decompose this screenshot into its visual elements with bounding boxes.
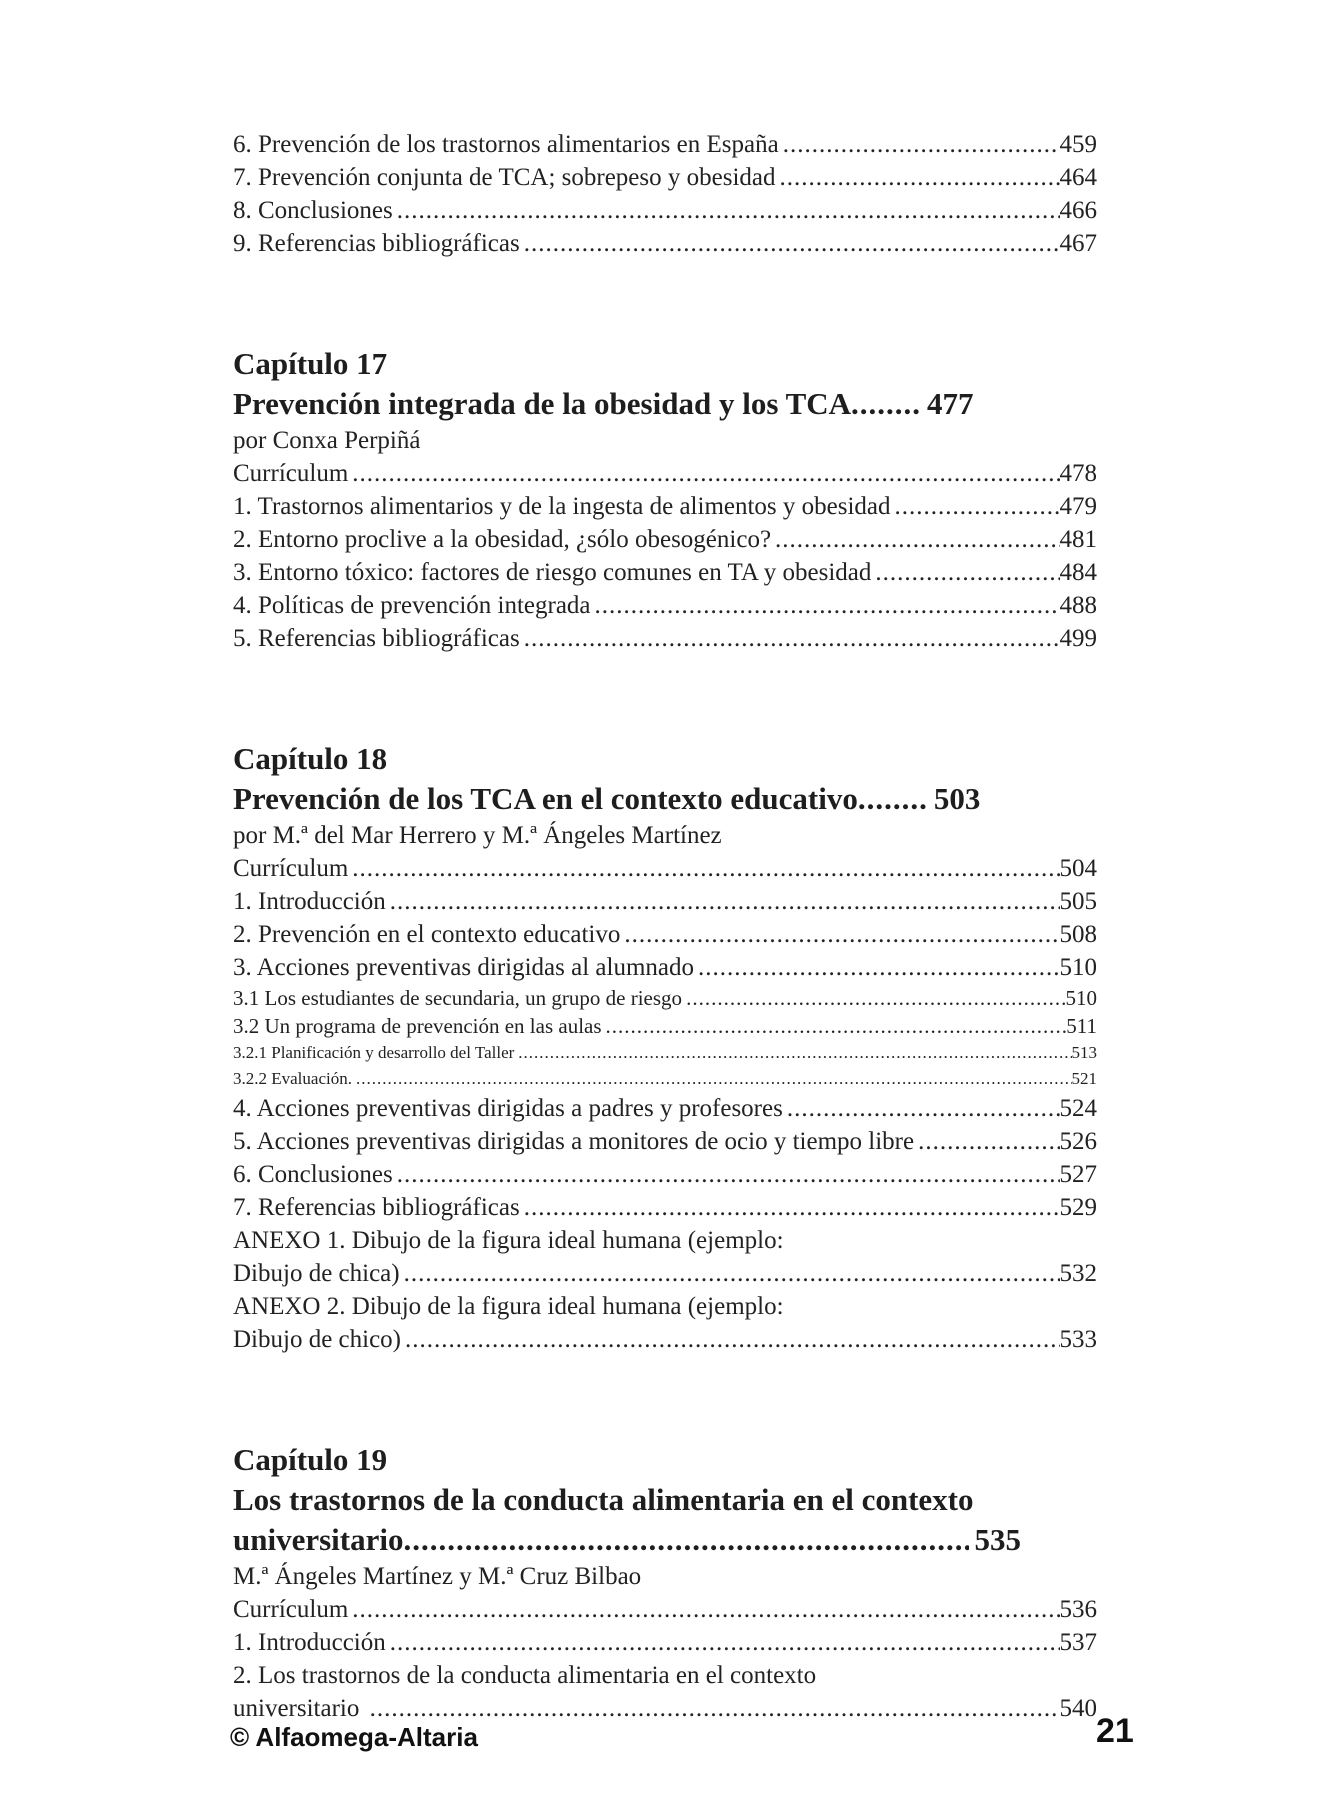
toc-entry — [233, 1257, 1097, 1290]
chapter-author: por Conxa Perpiñá — [233, 427, 421, 454]
toc-entry-page: 464 — [1059, 164, 1097, 191]
intro-section — [233, 128, 1097, 260]
chapter-17 — [233, 344, 1097, 655]
toc-entry-text: 3.1 Los estudiantes de secundaria, un grupo de riesgo — [233, 986, 683, 1010]
chapter-number: Capítulo 17 — [233, 346, 388, 381]
toc-entry — [233, 951, 1097, 984]
dot-leader — [366, 1692, 1060, 1725]
toc-entry-text: Currículum — [233, 1596, 349, 1623]
chapter-18 — [233, 739, 1097, 1356]
toc-entry-text: 5. Acciones preventivas dirigidas a monitores de ocio y tiempo libre — [233, 1128, 915, 1155]
chapter-number: Capítulo 19 — [233, 1442, 388, 1477]
toc-subentry — [233, 1012, 1097, 1040]
toc-entry — [233, 1323, 1097, 1356]
dot-leader — [620, 918, 1059, 951]
toc-entry — [233, 523, 1097, 556]
toc-entry-text: 2. Prevención en el contexto educativo — [233, 921, 621, 948]
dot-leader — [520, 1191, 1060, 1224]
chapter-author: M.ª Ángeles Martínez y M.ª Cruz Bilbao — [233, 1563, 642, 1590]
toc-entry-text: 4. Acciones preventivas dirigidas a padres y profesores — [233, 1095, 783, 1122]
dot-leader — [851, 384, 921, 424]
chapter-page: 535 — [974, 1522, 1021, 1557]
toc-entry-page: 505 — [1059, 888, 1097, 915]
toc-entry-text: Currículum — [233, 460, 349, 487]
toc-entry-text: 1. Introducción — [233, 1629, 386, 1656]
toc-entry-page: 479 — [1059, 493, 1097, 520]
toc-entry-text: Dibujo de chico) — [233, 1326, 402, 1353]
toc-entry-page: 532 — [1059, 1260, 1097, 1287]
toc-entry — [233, 1626, 1097, 1659]
toc-entry-page: 524 — [1059, 1095, 1097, 1122]
toc-entry-text: 5. Referencias bibliográficas — [233, 625, 520, 652]
toc-entry — [233, 589, 1097, 622]
dot-leader — [591, 589, 1060, 622]
dot-leader — [352, 1066, 1072, 1092]
toc-subsubentry — [233, 1066, 1097, 1092]
annex-2-line1: ANEXO 2. Dibujo de la figura ideal humana (ejemplo: — [233, 1293, 784, 1320]
toc-entry-text: 6. Prevención de los trastornos alimentarios en España — [233, 131, 779, 158]
toc-entry-page: 510 — [1065, 986, 1097, 1010]
dot-leader — [520, 227, 1060, 260]
dot-leader — [401, 1323, 1059, 1356]
chapter-title — [233, 1520, 1021, 1560]
dot-leader — [779, 128, 1060, 161]
chapter-number: Capítulo 18 — [233, 741, 388, 776]
toc-entry-page: 537 — [1059, 1629, 1097, 1656]
toc-entry-page: 466 — [1059, 197, 1097, 224]
chapter-title — [233, 779, 1097, 819]
toc-entry — [233, 1191, 1097, 1224]
dot-leader — [386, 1626, 1060, 1659]
toc-entry-page: 459 — [1059, 131, 1097, 158]
toc-entry-text: 1. Introducción — [233, 888, 386, 915]
toc-subsubentry — [233, 1040, 1097, 1066]
toc-entry-page: 521 — [1071, 1069, 1097, 1088]
dot-leader — [400, 1257, 1060, 1290]
toc-entry-text: 6. Conclusiones — [233, 1161, 393, 1188]
toc-entry-text: 3.2.2 Evaluación. — [233, 1069, 352, 1088]
chapter-title-text: Prevención integrada de la obesidad y los TCA — [233, 386, 852, 421]
dot-leader — [914, 1125, 1059, 1158]
toc-entry-page: 540 — [1059, 1695, 1097, 1722]
toc-entry-text: 8. Conclusiones — [233, 197, 393, 224]
toc-entry-page: 488 — [1059, 592, 1097, 619]
toc-entry — [233, 194, 1097, 227]
toc-entry — [233, 1692, 1097, 1725]
dot-leader — [393, 194, 1060, 227]
dot-leader — [858, 779, 928, 819]
toc-entry-page: 510 — [1059, 954, 1097, 981]
toc-entry-page: 484 — [1059, 559, 1097, 586]
dot-leader — [348, 457, 1059, 490]
toc-entry-text: 7. Referencias bibliográficas — [233, 1194, 520, 1221]
toc-entry-page: 481 — [1059, 526, 1097, 553]
dot-leader — [514, 1040, 1071, 1066]
dot-leader — [783, 1092, 1060, 1125]
dot-leader — [520, 622, 1060, 655]
toc-entry-page: 467 — [1059, 230, 1097, 257]
toc-entry — [233, 1158, 1097, 1191]
toc-entry-text: Currículum — [233, 855, 349, 882]
dot-leader — [348, 852, 1059, 885]
toc-entry-text: universitario — [233, 1695, 366, 1722]
dot-leader — [393, 1158, 1060, 1191]
dot-leader — [386, 885, 1060, 918]
toc-entry — [233, 556, 1097, 589]
chapter-title-text: Prevención de los TCA en el contexto educativo — [233, 781, 858, 816]
toc-entry-text: 1. Trastornos alimentarios y de la ingesta de alimentos y obesidad — [233, 493, 891, 520]
dot-leader — [871, 556, 1059, 589]
toc-entry — [233, 852, 1097, 885]
dot-leader — [348, 1593, 1059, 1626]
toc-entry-page: 526 — [1059, 1128, 1097, 1155]
chapter-page: 503 — [933, 781, 981, 816]
toc-entry-page: 529 — [1059, 1194, 1097, 1221]
toc-entry-page: 533 — [1059, 1326, 1097, 1353]
toc-entry-page: 536 — [1059, 1596, 1097, 1623]
toc-entry-page: 513 — [1071, 1043, 1097, 1062]
toc-entry-page: 504 — [1059, 855, 1097, 882]
chapter-title-line1: Los trastornos de la conducta alimentaria en el contexto — [233, 1482, 974, 1517]
toc-entry-text: 3.2 Un programa de prevención en las aulas — [233, 1014, 602, 1038]
toc-entry — [233, 490, 1097, 523]
toc-entry-text: Dibujo de chica) — [233, 1260, 400, 1287]
chapter-title-text: universitario — [233, 1522, 404, 1557]
toc-entry-text: 4. Políticas de prevención integrada — [233, 592, 591, 619]
toc-entry — [233, 918, 1097, 951]
toc-entry-page: 511 — [1066, 1014, 1097, 1038]
toc-entry — [233, 227, 1097, 260]
dot-leader — [602, 1012, 1067, 1040]
toc-entry — [233, 128, 1097, 161]
table-of-contents — [233, 128, 1097, 1725]
chapter-19 — [233, 1440, 1097, 1725]
toc-entry — [233, 1092, 1097, 1125]
publisher-footer: © Alfaomega-Altaria — [230, 1722, 478, 1752]
toc-entry — [233, 457, 1097, 490]
toc-entry-text: 3. Entorno tóxico: factores de riesgo comunes en TA y obesidad — [233, 559, 872, 586]
toc-entry-page: 478 — [1059, 460, 1097, 487]
chapter-page: 477 — [927, 386, 974, 421]
toc-entry-text: 7. Prevención conjunta de TCA; sobrepeso y obesidad — [233, 164, 776, 191]
toc-entry-page: 527 — [1059, 1161, 1097, 1188]
page-number: 21 — [1096, 1712, 1134, 1750]
dot-leader — [694, 951, 1060, 984]
chapter-author: por M.ª del Mar Herrero y M.ª Ángeles Martínez — [233, 822, 722, 849]
dot-leader — [404, 1520, 969, 1560]
dot-leader — [891, 490, 1060, 523]
toc-entry-text: 3.2.1 Planificación y desarrollo del Taller — [233, 1043, 515, 1062]
chapter-title — [233, 384, 1097, 424]
toc-subentry — [233, 984, 1097, 1012]
annex-1-line1: ANEXO 1. Dibujo de la figura ideal humana (ejemplo: — [233, 1227, 784, 1254]
toc-entry-text: 2. Entorno proclive a la obesidad, ¿sólo obesogénico? — [233, 526, 772, 553]
toc-entry-page: 508 — [1059, 921, 1097, 948]
toc-entry-line1: 2. Los trastornos de la conducta alimentaria en el contexto — [233, 1662, 817, 1689]
dot-leader — [682, 984, 1065, 1012]
toc-entry-page: 499 — [1059, 625, 1097, 652]
toc-entry-text: 9. Referencias bibliográficas — [233, 230, 520, 257]
toc-entry — [233, 161, 1097, 194]
dot-leader — [771, 523, 1059, 556]
toc-entry — [233, 1125, 1097, 1158]
dot-leader — [775, 161, 1059, 194]
toc-entry — [233, 622, 1097, 655]
toc-entry — [233, 885, 1097, 918]
toc-entry-text: 3. Acciones preventivas dirigidas al alumnado — [233, 954, 694, 981]
toc-entry — [233, 1593, 1097, 1626]
